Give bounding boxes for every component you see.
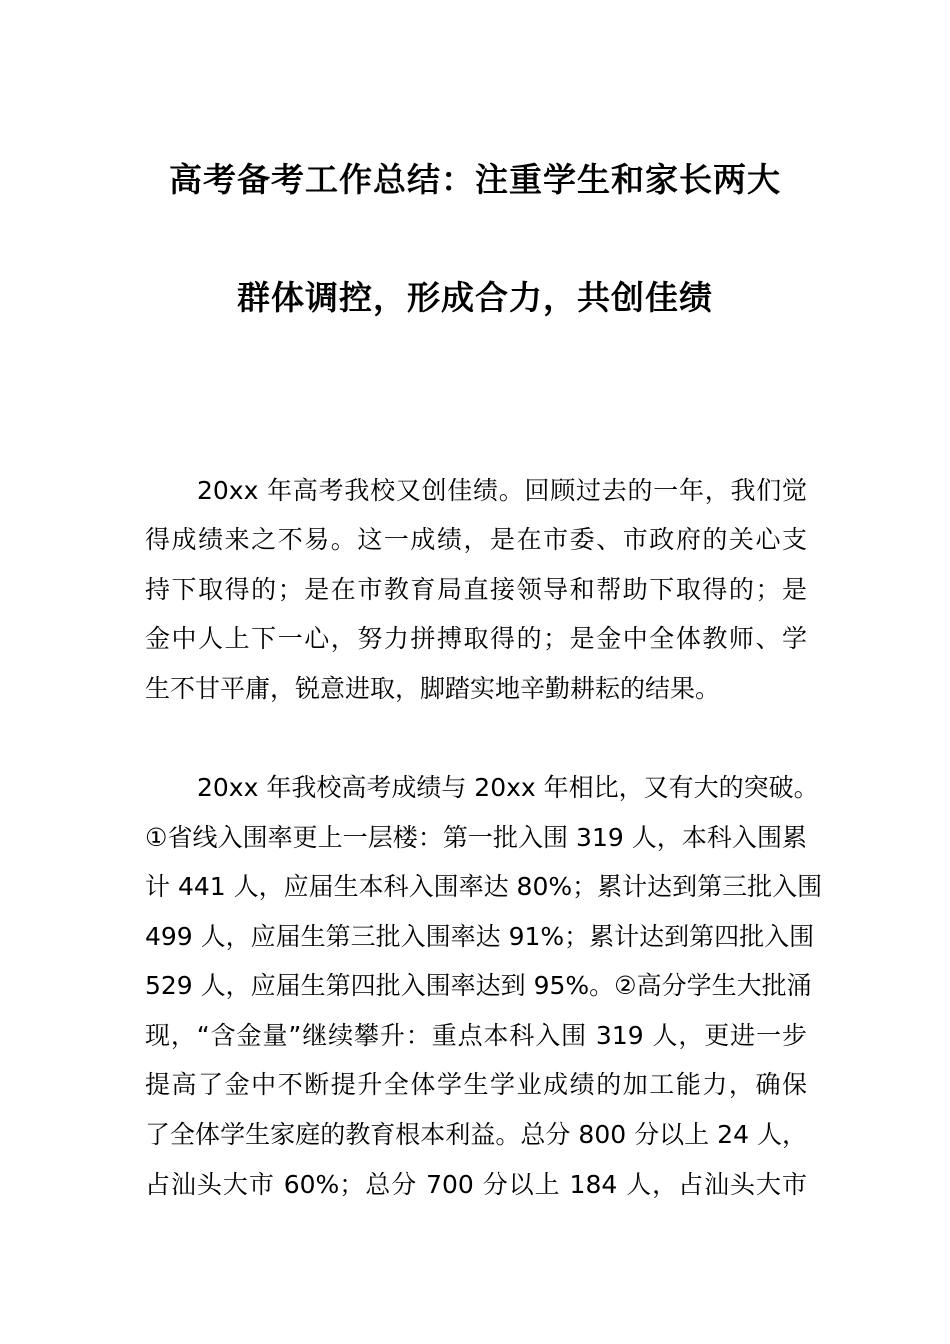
paragraph-2-line-2: ①省线入围率更上一层楼：第一批入围 319 人，本科入围累 xyxy=(145,823,807,852)
paragraph-2-line-5: 529 人，应届生第四批入围率达到 95%。②高分学生大批涌 xyxy=(145,971,812,1000)
paragraph-1-line-5: 生不甘平庸，锐意进取，脚踏实地辛勤耕耘的结果。 xyxy=(145,674,721,703)
paragraph-2-line-7: 提高了金中不断提升全体学生学业成绩的加工能力，确保 xyxy=(145,1070,807,1099)
paragraph-2-line-4: 499 人，应届生第三批入围率达 91%；累计达到第四批入围 xyxy=(145,922,815,951)
paragraph-1-line-4: 金中人上下一心，努力拼搏取得的；是金中全体教师、学 xyxy=(145,624,807,653)
paragraph-2-line-6: 现，“含金量”继续攀升：重点本科入围 319 人，更进一步 xyxy=(145,1021,807,1050)
paragraph-1-line-1: 20xx 年高考我校又创佳绩。回顾过去的一年，我们觉 xyxy=(197,476,807,505)
paragraph-2-line-3: 计 441 人，应届生本科入围率达 80%；累计达到第三批入围 xyxy=(145,872,823,901)
paragraph-1-line-2: 得成绩来之不易。这一成绩，是在市委、市政府的关心支 xyxy=(145,525,807,554)
paragraph-2-line-8: 了全体学生家庭的教育根本利益。总分 800 分以上 24 人， xyxy=(145,1120,807,1149)
document-title-line-2: 群体调控，形成合力，共创佳绩 xyxy=(237,278,713,317)
paragraph-2-line-1: 20xx 年我校高考成绩与 20xx 年相比，又有大的突破。 xyxy=(197,773,819,802)
document-title-line-1: 高考备考工作总结：注重学生和家长两大 xyxy=(169,160,781,199)
paragraph-1-line-3: 持下取得的；是在市教育局直接领导和帮助下取得的；是 xyxy=(145,575,807,604)
paragraph-2-line-9: 占汕头大市 60%；总分 700 分以上 184 人，占汕头大市 xyxy=(145,1170,807,1199)
